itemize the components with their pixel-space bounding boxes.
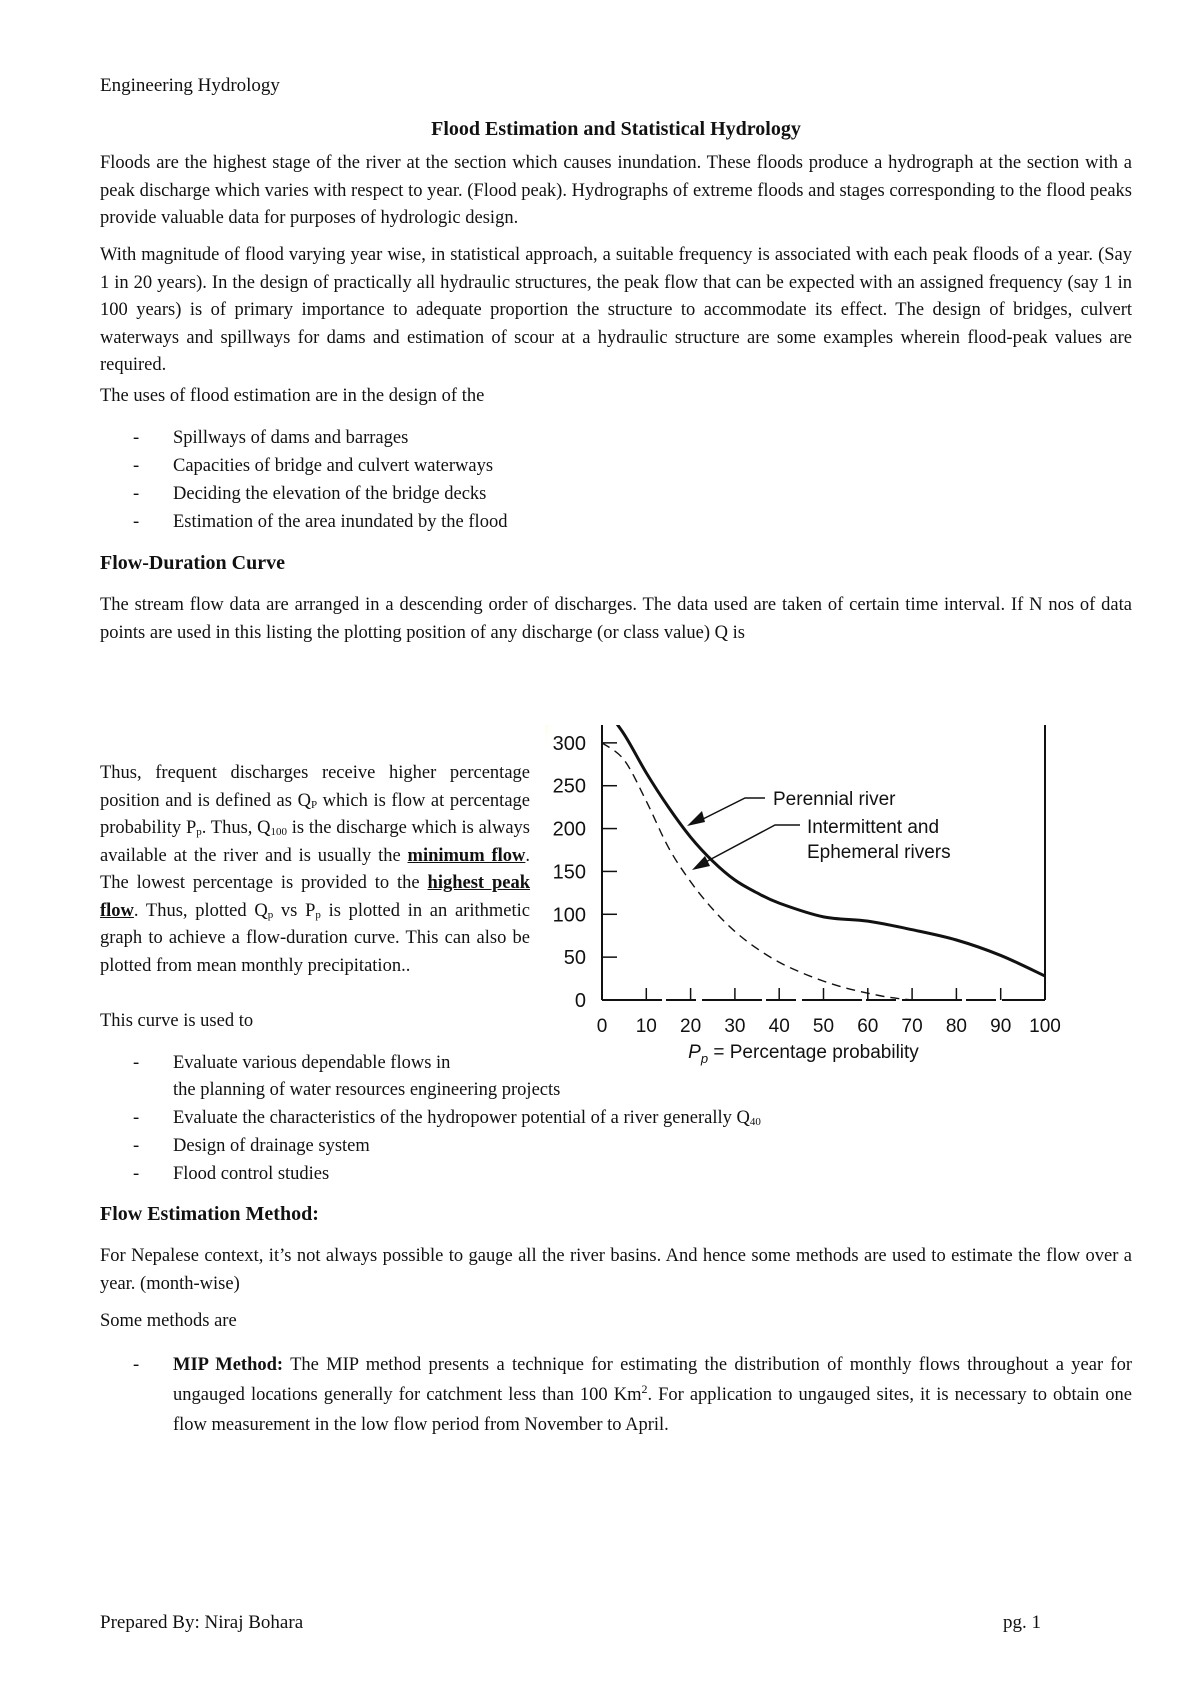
uses-lead: The uses of flood estimation are in the design of the [100,386,485,406]
curve-uses-list [100,1050,761,1188]
x-tick-label: 40 [768,1016,790,1037]
y-tick-label: 300 [552,732,586,755]
flow-est-paragraph-1: For Nepalese context, it’s not always possible to gauge all the river basins. And hence some methods are used to estimate the flow over a year. (month-wise) [100,1246,1132,1294]
footer-page-number: pg. 1 [1003,1612,1041,1633]
plot-layer [545,725,1061,1066]
x-tick-label: 0 [596,1016,608,1037]
annotation-perennial: Perennial river [773,789,896,810]
y-tick-label: 100 [552,904,586,927]
annotation-intermittent-line2: Ephemeral rivers [807,842,951,863]
list-item: - Spillways of dams and barrages [133,428,409,448]
x-tick-label: 20 [680,1016,702,1037]
list-item: - Evaluate the characteristics of the hydropower potential of a river generally $Q_{40}$ [133,1108,761,1128]
mip-label: MIP Method: [173,1355,284,1375]
x-tick-label: 10 [635,1016,657,1037]
annotation-arrow-intermittent [700,825,800,865]
x-tick-label: 30 [724,1016,746,1037]
curve-uses-lead: This curve is used to [100,1011,254,1031]
footer-prepared-by: Prepared By: Niraj Bohara [100,1612,304,1633]
flood-uses-list [100,424,507,536]
section-heading-flow-estimation: Flow Estimation Method: [100,1203,319,1225]
methods-list [100,1350,1132,1440]
y-tick-label: 0 [574,990,586,1012]
flow-est-paragraph-2: Some methods are [100,1311,237,1331]
section-heading-flow-duration: Flow-Duration Curve [100,552,285,574]
list-item: - Evaluate various dependable flows in the planning of water resources engineering projects [133,1053,561,1100]
x-tick-label: 80 [945,1016,967,1037]
x-tick-label: 100 [1029,1016,1061,1037]
intro-paragraph-2: With magnitude of flood varying year wise, in statistical approach, a suitable frequency is associated with each peak floods of a year. (Say 1 in 20 years). In the design of practically all hydraulic structures, the peak flow that can be expected with an assigned frequency (say 1 in 100 years) is of primary importance to adequate proportion the structure to accommodate its effect. The design of bridges, culvert waterways and spillways for dams and estimation of scour at a hydraulic structure are some examples wherein flood-peak values are required. [100,245,1132,375]
x-tick-label: 50 [812,1016,835,1037]
arrowhead-perennial-icon [687,811,705,826]
list-item: - Estimation of the area inundated by the flood [133,512,508,532]
list-item-mip: - MIP Method: The MIP method presents a technique for estimating the distribution of monthly flows throughout a year for ungauged locations generally for catchment less than 100 Km$^2$. For application to ungauged sites, it is necessary to obtain one flow measurement in the low flow period from November to April. [133,1355,1132,1435]
list-item: - Deciding the elevation of the bridge decks [133,484,487,504]
x-tick-label: 60 [857,1016,879,1037]
annotation-arrow-perennial [697,798,765,822]
fdc-paragraph-1: The stream flow data are arranged in a descending order of discharges. The data used are taken of certain time interval. If N nos of data points are used in this listing the plotting position of any discharge (or class value) Q is [100,595,1132,643]
list-item: - Capacities of bridge and culvert waterways [133,456,494,476]
x-tick-label: 70 [901,1016,923,1037]
fdc-side-paragraph: Thus, frequent discharges receive higher percentage position and is defined as $Q_P$ which is flow at percentage probability $P_p$. Thus, $Q_{100}$ is the discharge which is always available at the river and is usually the minimum flow. The lowest percentage is provided to the highest peak flow. Thus, plotted $Q_p$ vs $P_p$ is plotted in an arithmetic graph to achieve a flow-duration curve. This can also be plotted from mean monthly precipitation.. [100,763,531,976]
arrowhead-intermittent-icon [692,856,710,870]
x-axis-label: $P_p$ = Percentage probability [688,1042,919,1066]
running-header: Engineering Hydrology [100,75,280,96]
x-tick-label: 90 [990,1016,1012,1037]
list-item: - Design of drainage system [133,1136,370,1156]
y-tick-label: 250 [552,775,586,798]
page-title: Flood Estimation and Statistical Hydrology [431,118,801,140]
y-tick-label: 50 [563,947,586,970]
series-line-intermittent [602,743,912,1000]
y-tick-label: 200 [552,818,586,841]
annotation-intermittent-line1: Intermittent and [807,817,940,838]
list-item: - Flood control studies [133,1164,330,1184]
emphasis-minimum-flow: minimum flow [407,845,526,866]
y-tick-label: 150 [552,861,586,884]
emphasis-highest-peak-flow: highest peak flow [100,873,531,921]
intro-paragraph-1: Floods are the highest stage of the river at the section which causes inundation. These floods produce a hydrograph at the section with a peak discharge which varies with respect to year. (Flood peak). Hydrographs of extreme floods and stages corresponding to the flood peaks provide valuable data for purposes of hydrologic design. [100,153,1132,228]
